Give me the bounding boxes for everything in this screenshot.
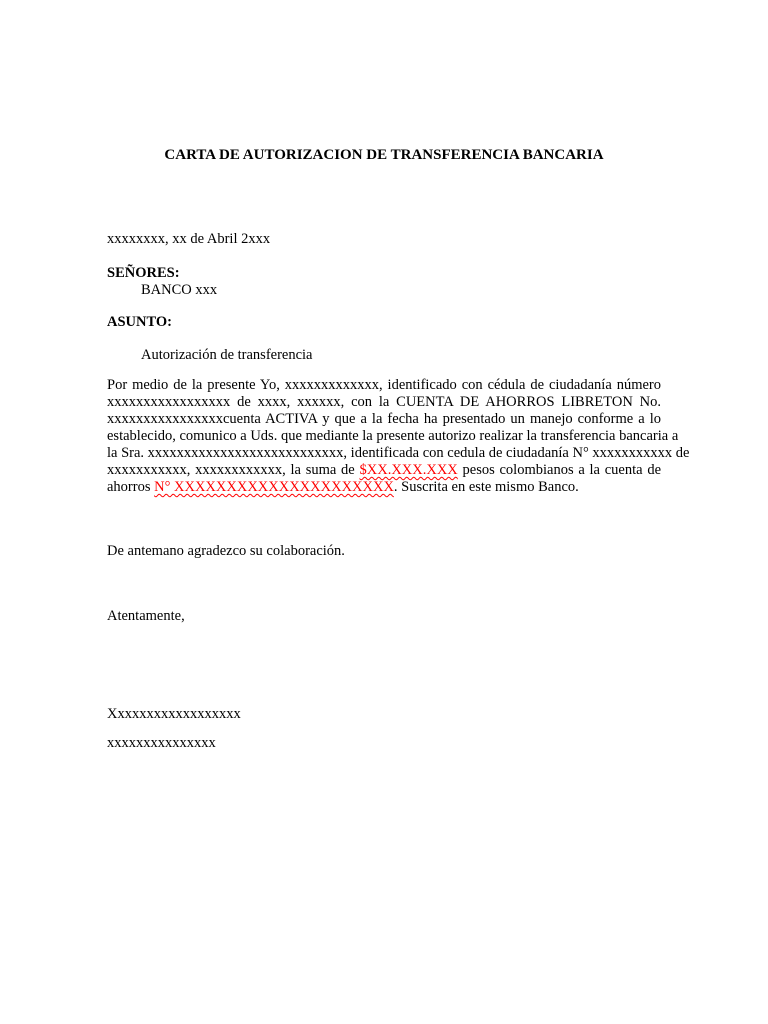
subject-label: ASUNTO: [107,314,172,330]
body-line-amount [107,462,661,479]
signature-id: xxxxxxxxxxxxxxx [107,735,216,751]
thanks-line: De antemano agradezco su colaboración. [107,543,345,559]
body-text: . Suscrita en este mismo Banco. [393,479,579,495]
letter-title: CARTA DE AUTORIZACION DE TRANSFERENCIA BANCARIA [164,147,604,163]
body-line: la Sra. xxxxxxxxxxxxxxxxxxxxxxxxxxx, identificada con cedula de ciudadanía N° xxxxxxxxxxx de [107,445,690,461]
body-line: xxxxxxxxxxxxxxxxx de xxxx, xxxxxx, con la CUENTA DE AHORROS LIBRETON No. [107,394,661,410]
body-line: Por medio de la presente Yo, xxxxxxxxxxxxx, identificado con cédula de ciudadanía número [107,377,661,393]
body-text: xxxxxxxxxxx, xxxxxxxxxxxx, la suma de [107,462,360,478]
recipient-label: SEÑORES: [107,265,180,281]
body-line: xxxxxxxxxxxxxxxxcuenta ACTIVA y que a la fecha ha presentado un manejo conforme a lo [107,411,661,427]
body-text: ahorros [107,479,155,495]
body-line-account [107,479,661,496]
body-paragraph [107,377,690,496]
body-text: pesos colombianos a la cuenta de [457,462,661,478]
recipient-name: BANCO xxx [141,282,218,298]
date-line: xxxxxxxx, xx de Abril 2xxx [107,231,271,247]
signature-name: Xxxxxxxxxxxxxxxxxx [107,706,241,722]
body-line: establecido, comunico a Uds. que mediante la presente autorizo realizar la transferencia bancaria a [107,428,679,444]
closing-line: Atentamente, [107,608,185,624]
transfer-amount: $XX.XXX.XXX [359,462,458,478]
subject-text: Autorización de transferencia [141,347,313,363]
account-number: N° XXXXXXXXXXXXXXXXXXXXX [154,479,394,495]
